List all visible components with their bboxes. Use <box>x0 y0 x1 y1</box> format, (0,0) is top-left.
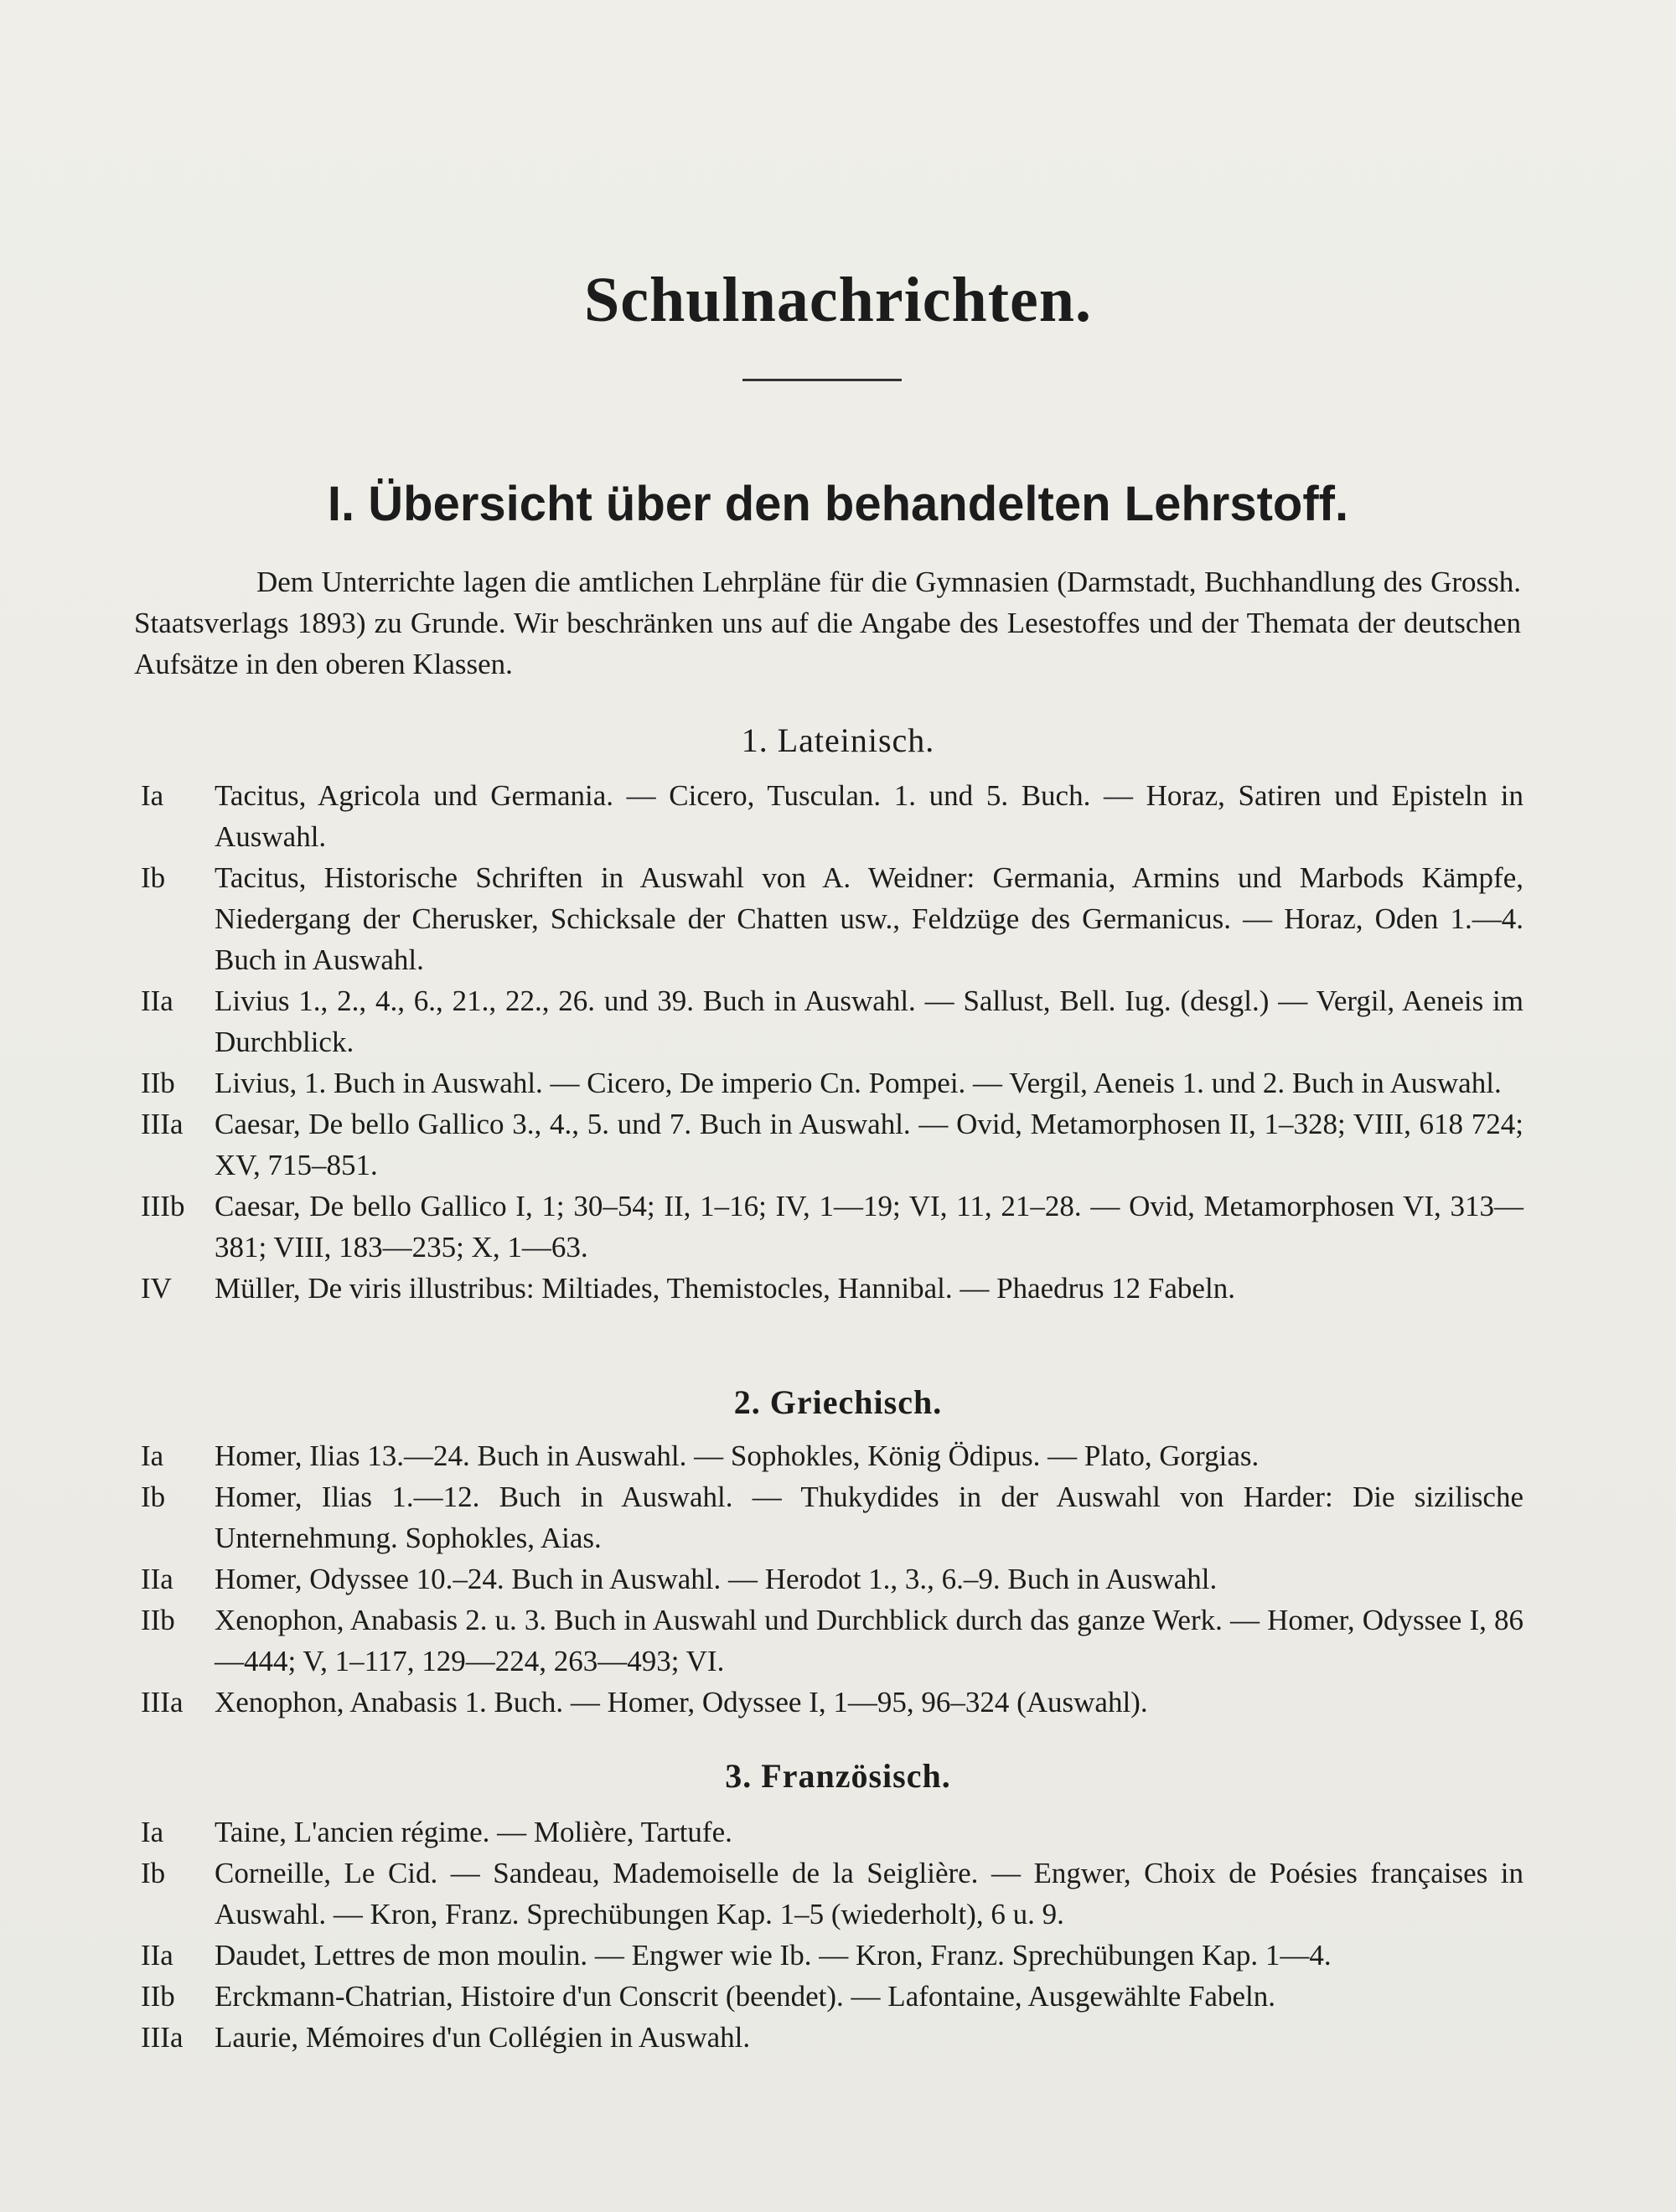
list-item <box>141 2017 1523 2058</box>
list-item <box>141 1935 1523 1976</box>
list-item <box>141 1062 1523 1103</box>
list-item <box>141 857 1523 980</box>
class-label: IIb <box>141 1067 175 1099</box>
entry-text: Livius, 1. Buch in Auswahl. — Cicero, De imperio Cn. Pompei. — Vergil, Aeneis 1. und 2. Buch in Auswahl. <box>215 1067 1502 1099</box>
section-heading: I. Übersicht über den behandelten Lehrstoff. <box>327 477 1349 531</box>
list-item <box>141 1476 1523 1558</box>
class-label: IIIa <box>141 1686 184 1718</box>
entry-text: Homer, Odyssee 10.–24. Buch in Auswahl. — Herodot 1., 3., 6.–9. Buch in Auswahl. <box>215 1563 1218 1595</box>
franzoesisch-list <box>141 1811 1523 2058</box>
list-item <box>141 1976 1523 2017</box>
section-title-lateinisch: 1. Lateinisch. <box>741 721 935 759</box>
entry-text: Erckmann-Chatrian, Histoire d'un Conscrit (beendet). — Lafontaine, Ausgewählte Fabeln. <box>215 1980 1275 2013</box>
list-item <box>141 1600 1523 1682</box>
list-item <box>141 1682 1523 1723</box>
entry-text: Homer, Ilias 13.—24. Buch in Auswahl. — Sophokles, König Ödipus. — Plato, Gorgias. <box>215 1439 1260 1472</box>
entry-text: Tacitus, Agricola und Germania. — Cicero, Tusculan. 1. und 5. Buch. — Horaz, Satiren und Episteln in Auswahl. <box>215 779 1523 853</box>
class-label: IIa <box>141 985 173 1017</box>
entry-text: Laurie, Mémoires d'un Collégien in Auswahl. <box>215 2021 751 2054</box>
list-item <box>141 775 1523 857</box>
entry-text: Xenophon, Anabasis 1. Buch. — Homer, Odyssee I, 1—95, 96–324 (Auswahl). <box>215 1686 1148 1718</box>
section-title-griechisch: 2. Griechisch. <box>733 1383 943 1421</box>
class-label: Ib <box>141 1857 166 1889</box>
list-item <box>141 1435 1523 1476</box>
list-item <box>141 1186 1523 1268</box>
class-label: Ib <box>141 861 166 894</box>
class-label: IIIb <box>141 1190 185 1222</box>
page-title: Schulnachrichten. <box>583 265 1093 335</box>
class-label: IV <box>141 1272 172 1305</box>
griechisch-list <box>141 1435 1523 1723</box>
class-label: IIb <box>141 1980 175 2013</box>
entry-text: Taine, L'ancien régime. — Molière, Tartufe. <box>215 1816 732 1848</box>
entry-text: Tacitus, Historische Schriften in Auswahl von A. Weidner: Germania, Armins und Marbods Kämpfe, Niedergang der Cherusker, Schicksale der Chatten usw., Feldzüge des Germanicus. — Horaz, Oden 1.—4. Buch in Auswahl. <box>215 861 1523 976</box>
class-label: IIIa <box>141 1108 184 1140</box>
title-divider <box>742 379 902 381</box>
list-item <box>141 1103 1523 1186</box>
class-label: Ib <box>141 1481 166 1513</box>
class-label: Ia <box>141 1439 164 1472</box>
class-label: Ia <box>141 1816 164 1848</box>
list-item <box>141 1268 1523 1309</box>
list-item <box>141 1853 1523 1935</box>
entry-text: Livius 1., 2., 4., 6., 21., 22., 26. und 39. Buch in Auswahl. — Sallust, Bell. Iug. (desgl.) — Vergil, Aeneis im Durchblick. <box>215 985 1523 1058</box>
list-item <box>141 980 1523 1062</box>
entry-text: Daudet, Lettres de mon moulin. — Engwer wie Ib. — Kron, Franz. Sprechübungen Kap. 1—4. <box>215 1939 1332 1972</box>
entry-text: Corneille, Le Cid. — Sandeau, Mademoiselle de la Seiglière. — Engwer, Choix de Poésies françaises in Auswahl. — Kron, Franz. Sprechübungen Kap. 1–5 (wiederholt), 6 u. 9. <box>215 1857 1523 1930</box>
class-label: Ia <box>141 779 164 812</box>
intro-paragraph: Dem Unterrichte lagen die amtlichen Lehrpläne für die Gymnasien (Darmstadt, Buchhandlung des Grossh. Staatsverlags 1893) zu Grunde. Wir beschränken uns auf die Angabe des Lesestoffes und der Themata der deutschen Aufsätze in den oberen Klassen. <box>134 566 1521 680</box>
class-label: IIIa <box>141 2021 184 2054</box>
entry-text: Homer, Ilias 1.—12. Buch in Auswahl. — Thukydides in der Auswahl von Harder: Die sizilische Unternehmung. Sophokles, Aias. <box>215 1481 1523 1554</box>
list-item <box>141 1811 1523 1853</box>
list-item <box>141 1558 1523 1600</box>
section-title-franzoesisch: 3. Französisch. <box>725 1757 951 1795</box>
entry-text: Caesar, De bello Gallico I, 1; 30–54; II, 1–16; IV, 1—19; VI, 11, 21–28. — Ovid, Metamorphosen VI, 313—381; VIII, 183—235; X, 1—63. <box>215 1190 1523 1264</box>
entry-text: Müller, De viris illustribus: Miltiades, Themistocles, Hannibal. — Phaedrus 12 Fabeln. <box>215 1272 1235 1305</box>
class-label: IIb <box>141 1604 175 1636</box>
class-label: IIa <box>141 1563 173 1595</box>
class-label: IIa <box>141 1939 173 1972</box>
lateinisch-list <box>141 775 1523 1309</box>
entry-text: Xenophon, Anabasis 2. u. 3. Buch in Auswahl und Durchblick durch das ganze Werk. — Homer, Odyssee I, 86—444; V, 1–117, 129—224, 263—493; VI. <box>215 1604 1523 1677</box>
entry-text: Caesar, De bello Gallico 3., 4., 5. und 7. Buch in Auswahl. — Ovid, Metamorphosen II, 1–328; VIII, 618 724; XV, 715–851. <box>215 1108 1523 1181</box>
